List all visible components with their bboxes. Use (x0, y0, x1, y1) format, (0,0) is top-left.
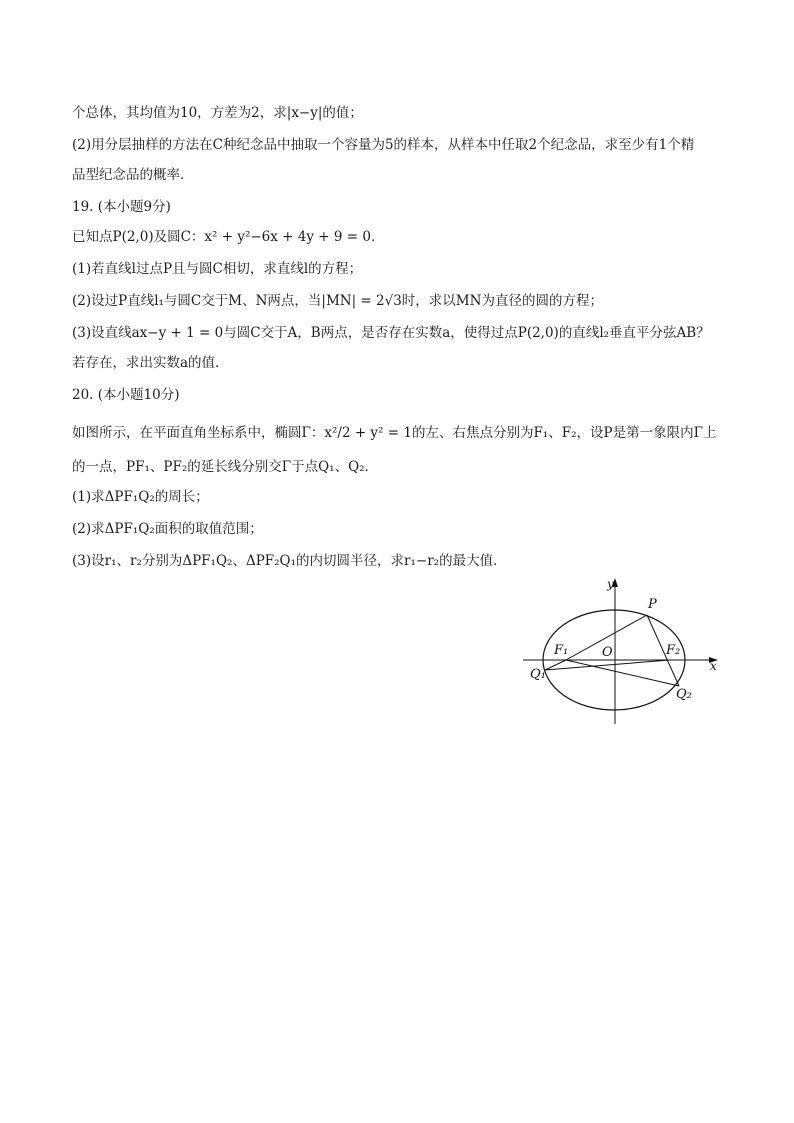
origin-label: O (602, 645, 613, 660)
text-line: (1)若直线l过点P且与圆C相切，求直线l的方程； (72, 261, 363, 277)
point-p-label: P (648, 597, 657, 612)
text-line: 品型纪念品的概率． (72, 167, 194, 183)
text-line: 如图所示，在平面直角坐标系中，椭圆Γ：x²/2 + y² = 1的左、右焦点分别为F₁、F₂，设P是第一象限内Γ上 (72, 425, 717, 441)
ellipse-figure (518, 574, 728, 729)
text-line: 的一点，PF₁、PF₂的延长线分别交Γ于点Q₁、Q₂． (72, 459, 379, 475)
y-axis-label: y (607, 577, 614, 591)
point-f2-label: F₂ (666, 643, 681, 658)
text-line: (2)用分层抽样的方法在C种纪念品中抽取一个容量为5的样本，从样本中任取2个纪念品，求至少有1个精 (72, 137, 695, 153)
point-q2-label: Q₂ (676, 687, 692, 702)
text-line: 已知点P(2,0)及圆C：x² + y²−6x + 4y + 9 = 0． (72, 229, 385, 245)
question-20-header: 20. (本小题10分) (72, 387, 180, 403)
text-line: (3)设直线ax−y + 1 = 0与圆C交于A，B两点，是否存在实数a，使得过点P(2,0)的直线l₂垂直平分弦AB？ (72, 325, 710, 341)
x-axis-label: x (710, 659, 717, 673)
text-line: 若存在，求出实数a的值． (72, 355, 229, 371)
text-line: (2)求ΔPF₁Q₂面积的取值范围； (72, 521, 263, 537)
point-f1-label: F₁ (554, 643, 569, 658)
point-q1-label: Q₁ (530, 667, 546, 682)
text-line: (3)设r₁、r₂分别为ΔPF₁Q₂、ΔPF₂Q₁的内切圆半径，求r₁−r₂的最大值． (72, 553, 507, 569)
text-line: (2)设过P直线l₁与圆C交于M、N两点，当|MN| = 2√3时，求以MN为直径的圆的方程； (72, 293, 603, 309)
question-19-header: 19. (本小题9分) (72, 199, 171, 215)
text-line: 个总体，其均值为10，方差为2，求|x−y|的值； (72, 105, 363, 121)
text-line: (1)求ΔPF₁Q₂的周长； (72, 489, 209, 505)
